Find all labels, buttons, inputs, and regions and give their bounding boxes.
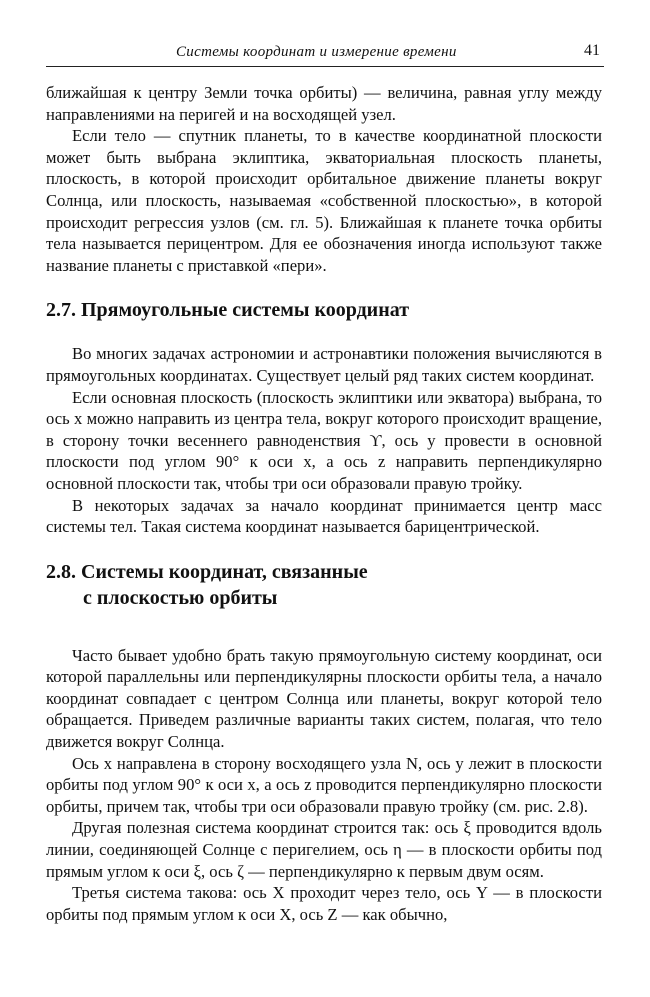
paragraph: Часто бывает удобно брать такую прямоугольную систему координат, оси которой параллельны или перпендикулярны плоскости орбиты тела, а начало координат совпадает с центром Солнца или планеты, вокруг которой тело обращается. Приведем различные варианты таких систем, полагая, что тело движется вокруг Солнца.	[46, 645, 602, 752]
section-heading-2-8	[46, 559, 602, 611]
page-header	[46, 44, 604, 67]
paragraph: ближайшая к центру Земли точка орбиты) — величина, равная углу между направлениями на перигей и на восходящей узел.	[46, 83, 602, 124]
paragraph: Если тело — спутник планеты, то в качестве координатной плоскости может быть выбрана эклиптика, экваториальная плоскость планеты, плоскость, в которой происходит орбитальное движение планеты вокруг Солнца, или плоскость, называемая «собственной плоскостью», в которой происходит регрессия узлов (см. гл. 5). Ближайшая к планете точка орбиты тела называется перицентром. Для ее обозначения иногда используют также название планеты с приставкой «пери».	[46, 126, 602, 275]
running-title: Системы координат и измерение времени	[176, 44, 457, 60]
paragraph: Ось x направлена в сторону восходящего узла N, ось y лежит в плоскости орбиты под углом 90° к оси x, а ось z проводится перпендикулярно плоскости орбиты, причем так, чтобы три оси образовали правую тройку (см. рис. 2.8).	[46, 753, 602, 816]
paragraph: В некоторых задачах за начало координат принимается центр масс системы тел. Такая система координат называется барицентрической.	[46, 495, 602, 537]
page-body	[46, 82, 602, 925]
paragraph: Другая полезная система координат строится так: ось ξ проводится вдоль линии, соединяющей Солнце с перигелием, ось η — в плоскости орбиты под прямым углом к оси ξ, ось ζ — перпендикулярно к первым двум осям.	[46, 818, 602, 881]
paragraph: Во многих задачах астрономии и астронавтики положения вычисляются в прямоугольных координатах. Существует целый ряд таких систем координат.	[46, 344, 602, 385]
paragraph: Если основная плоскость (плоскость эклиптики или экватора) выбрана, то ось x можно направить из центра тела, вокруг которого происходит вращение, в сторону точки весеннего равноденствия ϒ, ось y провести в основной плоскости под углом 90° к оси x, а ось z направить перпендикулярно основной плоскости так, чтобы три оси образовали правую тройку.	[46, 387, 602, 493]
section-heading-line: 2.8. Системы координат, связанные	[46, 560, 368, 583]
paragraph: Третья система такова: ось X проходит через тело, ось Y — в плоскости орбиты под прямым углом к оси X, ось Z — как обычно,	[46, 883, 602, 924]
section-heading-line: с плоскостью орбиты	[83, 586, 278, 609]
section-heading-2-7: 2.7. Прямоугольные системы координат	[46, 299, 410, 322]
page-number: 41	[584, 42, 600, 59]
